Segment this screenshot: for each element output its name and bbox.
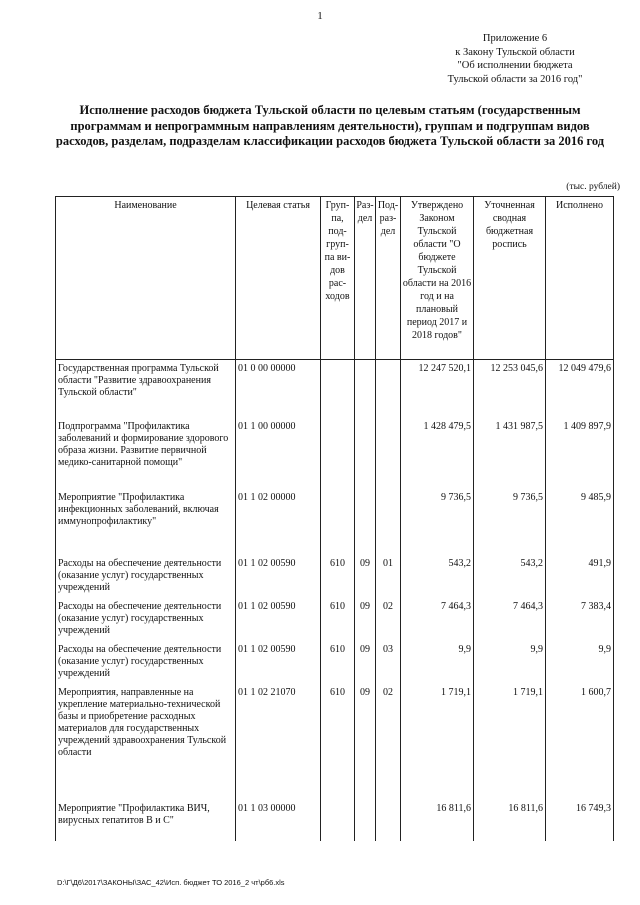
row-executed: 7 383,4 <box>546 599 614 642</box>
row-name: Подпрограмма "Профилактика заболеваний и формирование здорового образа жизни. Развитие первичной медико-санитарной помощи" <box>56 419 236 490</box>
row-executed: 1 600,7 <box>546 685 614 801</box>
header-name: Наименование <box>56 197 236 360</box>
appendix-block <box>400 32 630 86</box>
row-name: Мероприятие "Профилактика инфекционных заболеваний, включая иммунопрофилактику" <box>56 490 236 556</box>
row-group <box>321 360 355 419</box>
row-code: 01 1 03 00000 <box>236 801 321 841</box>
appendix-line-1: Приложение 6 <box>482 33 548 44</box>
table-row <box>56 360 614 419</box>
row-subsection <box>376 360 401 419</box>
row-subsection: 02 <box>376 599 401 642</box>
header-approved: Утверждено Законом Тульской области "О бюджете Тульской области на 2016 год и на плановый период 2017 и 2018 годов" <box>401 197 474 360</box>
page-number: 1 <box>317 10 323 22</box>
row-name: Расходы на обеспечение деятельности (оказание услуг) государственных учреждений <box>56 556 236 599</box>
row-approved: 1 428 479,5 <box>401 419 474 490</box>
row-refined: 7 464,3 <box>474 599 546 642</box>
row-group: 610 <box>321 556 355 599</box>
row-code: 01 1 02 00590 <box>236 556 321 599</box>
budget-table <box>55 196 614 841</box>
row-approved: 7 464,3 <box>401 599 474 642</box>
row-refined: 1 431 987,5 <box>474 419 546 490</box>
table-header-row <box>56 197 614 360</box>
header-section: Раз-дел <box>355 197 376 360</box>
row-approved: 9,9 <box>401 642 474 685</box>
row-group <box>321 801 355 841</box>
table-row <box>56 599 614 642</box>
header-expense-group: Груп-па, под-груп-па ви-дов рас-ходов <box>321 197 355 360</box>
row-name: Государственная программа Тульской области "Развитие здравоохранения Тульской области" <box>56 360 236 419</box>
row-refined: 16 811,6 <box>474 801 546 841</box>
row-approved: 543,2 <box>401 556 474 599</box>
row-group <box>321 419 355 490</box>
row-name: Расходы на обеспечение деятельности (оказание услуг) государственных учреждений <box>56 599 236 642</box>
row-refined: 9,9 <box>474 642 546 685</box>
row-refined: 9 736,5 <box>474 490 546 556</box>
appendix-line-4: Тульской области за 2016 год" <box>447 73 583 85</box>
header-executed: Исполнено <box>546 197 614 360</box>
row-approved: 9 736,5 <box>401 490 474 556</box>
header-subsection: Под-раз-дел <box>376 197 401 360</box>
row-name: Мероприятия, направленные на укрепление материально-технической базы и приобретение расходных материалов для государственных учреждений здравоохранения Тульской области <box>56 685 236 801</box>
row-executed: 1 409 897,9 <box>546 419 614 490</box>
row-group: 610 <box>321 599 355 642</box>
document-title: Исполнение расходов бюджета Тульской области по целевым статьям (государственным программам и непрограммным направлениям деятельности), группам и подгруппам видов расходов, разделам, подразделам классификации расходов бюджета Тульской области за 2016 год <box>55 103 605 148</box>
row-executed: 9 485,9 <box>546 490 614 556</box>
row-executed: 12 049 479,6 <box>546 360 614 419</box>
row-subsection <box>376 490 401 556</box>
row-group: 610 <box>321 642 355 685</box>
appendix-line-3: "Об исполнении бюджета <box>457 60 573 71</box>
row-approved: 1 719,1 <box>401 685 474 801</box>
row-code: 01 0 00 00000 <box>236 360 321 419</box>
row-subsection: 02 <box>376 685 401 801</box>
units-label: (тыс. рублей) <box>566 182 620 192</box>
row-name: Мероприятие "Профилактика ВИЧ, вирусных гепатитов В и С" <box>56 801 236 841</box>
row-code: 01 1 02 00000 <box>236 490 321 556</box>
row-subsection <box>376 801 401 841</box>
row-section: 09 <box>355 599 376 642</box>
row-refined: 543,2 <box>474 556 546 599</box>
table-row <box>56 556 614 599</box>
row-group: 610 <box>321 685 355 801</box>
header-target-article: Целевая статья <box>236 197 321 360</box>
row-subsection <box>376 419 401 490</box>
table-row <box>56 801 614 841</box>
row-code: 01 1 02 21070 <box>236 685 321 801</box>
row-executed: 491,9 <box>546 556 614 599</box>
row-executed: 9,9 <box>546 642 614 685</box>
row-section <box>355 360 376 419</box>
row-subsection: 03 <box>376 642 401 685</box>
row-group <box>321 490 355 556</box>
row-approved: 12 247 520,1 <box>401 360 474 419</box>
row-section: 09 <box>355 642 376 685</box>
row-section <box>355 419 376 490</box>
row-section <box>355 801 376 841</box>
row-approved: 16 811,6 <box>401 801 474 841</box>
row-code: 01 1 00 00000 <box>236 419 321 490</box>
row-code: 01 1 02 00590 <box>236 642 321 685</box>
table-row <box>56 419 614 490</box>
row-section: 09 <box>355 556 376 599</box>
row-section <box>355 490 376 556</box>
row-refined: 1 719,1 <box>474 685 546 801</box>
row-executed: 16 749,3 <box>546 801 614 841</box>
row-refined: 12 253 045,6 <box>474 360 546 419</box>
table-row <box>56 490 614 556</box>
table-row <box>56 685 614 801</box>
row-name: Расходы на обеспечение деятельности (оказание услуг) государственных учреждений <box>56 642 236 685</box>
row-subsection: 01 <box>376 556 401 599</box>
row-code: 01 1 02 00590 <box>236 599 321 642</box>
file-path-footer: D:\Г\Д6\2017\ЗАКОНЫ\ЗАС_42\Исп. бюджет ТО 2016_2 чт\рб6.xls <box>57 878 285 887</box>
appendix-line-2: к Закону Тульской области <box>455 46 575 58</box>
header-refined: Уточненная сводная бюджетная роспись <box>474 197 546 360</box>
row-section: 09 <box>355 685 376 801</box>
table-row <box>56 642 614 685</box>
